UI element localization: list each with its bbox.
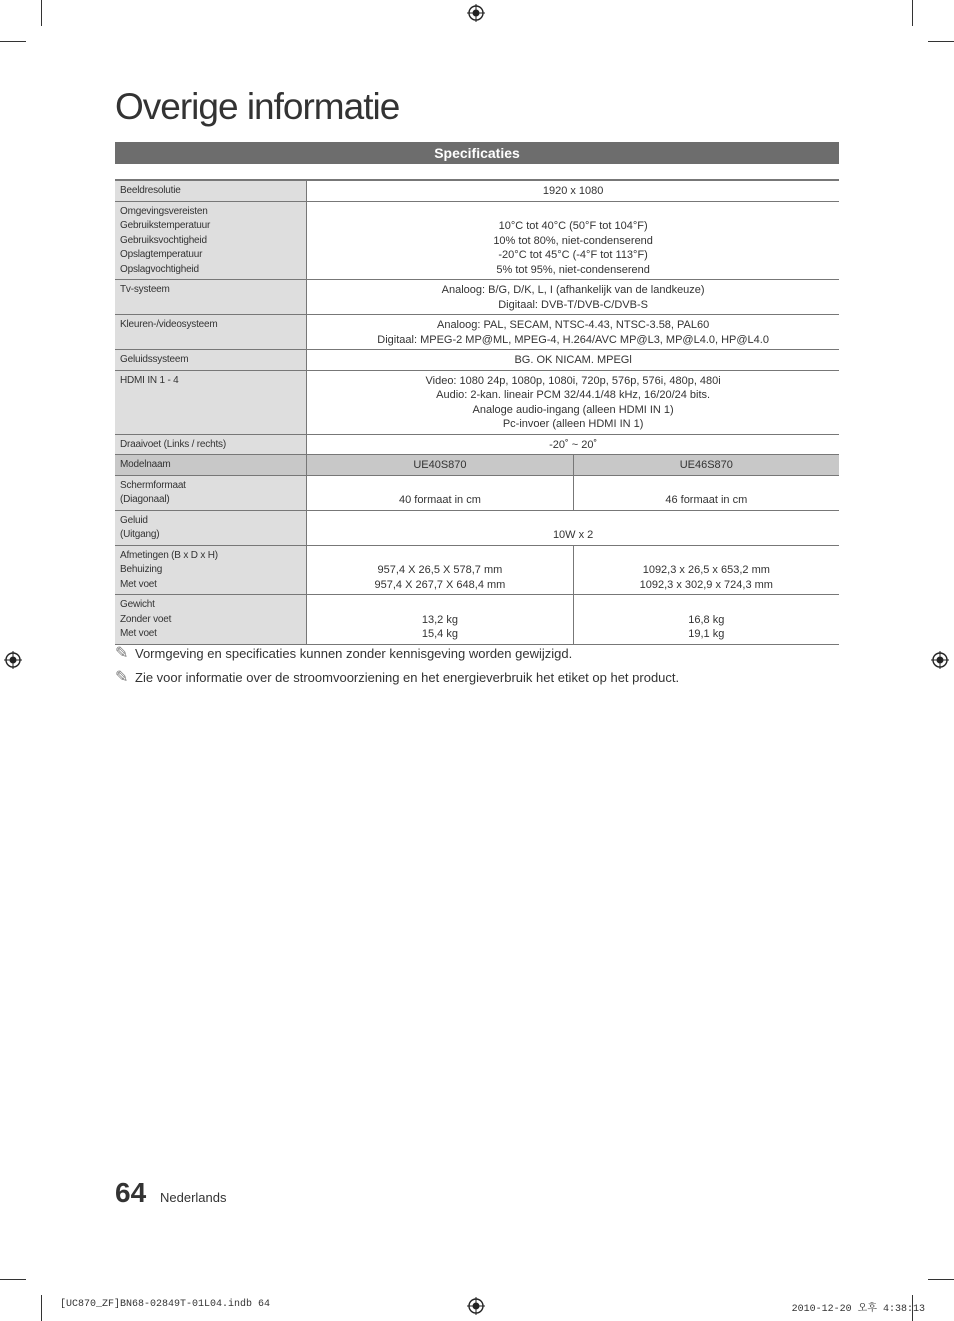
label-line: Zonder voet [120, 613, 172, 625]
value-line: Analoog: B/G, D/K, L, I (afhankelijk van de landkeuze) [441, 284, 705, 296]
registration-mark-icon [931, 651, 949, 669]
model-b: UE46S870 [573, 455, 839, 476]
value-line: Pc-invoer (alleen HDMI IN 1) [502, 418, 644, 430]
registration-mark-icon [4, 651, 22, 669]
row-value [307, 201, 839, 280]
table-row [115, 475, 839, 510]
row-value: 1920 x 1080 [307, 180, 839, 201]
row-label: Modelnaam [115, 455, 307, 476]
row-label [115, 475, 307, 510]
table-row [115, 350, 839, 371]
crop-mark [41, 0, 42, 26]
label-line: Omgevingsvereisten [120, 205, 208, 217]
table-row [115, 315, 839, 350]
table-row [115, 434, 839, 455]
label-line: Geluid [120, 514, 148, 526]
value-line: 40 formaat in cm [398, 494, 481, 506]
label-line: Schermformaat [120, 479, 186, 491]
row-label [115, 595, 307, 645]
row-value [573, 475, 839, 510]
registration-mark-icon [467, 1297, 485, 1315]
crop-mark [928, 41, 954, 42]
value-line: 19,1 kg [688, 628, 725, 640]
table-row [115, 455, 839, 476]
crop-mark [912, 0, 913, 26]
value-line: 5% tot 95%, niet-condenserend [496, 263, 650, 276]
row-value [307, 280, 839, 315]
row-label [115, 510, 307, 545]
value-line: Digitaal: DVB-T/DVB-C/DVB-S [498, 298, 648, 311]
row-label: Geluidssysteem [115, 350, 307, 371]
value-line: Analoge audio-ingang (alleen HDMI IN 1) [472, 403, 674, 416]
value-line: 957,4 X 26,5 X 578,7 mm [377, 564, 503, 576]
row-value [307, 510, 839, 545]
row-value [307, 315, 839, 350]
label-line: Met voet [120, 578, 157, 590]
model-a: UE40S870 [307, 455, 573, 476]
label-line: Gebruikstemperatuur [120, 220, 211, 231]
label-line: Behuizing [120, 564, 163, 575]
row-value: -20˚ ~ 20˚ [307, 434, 839, 455]
section-banner: Specificaties [115, 142, 839, 164]
table-row [115, 201, 839, 280]
value-line: -20°C tot 45°C (-4°F tot 113°F) [498, 249, 648, 261]
language-label: Nederlands [160, 1190, 227, 1205]
crop-mark [928, 1279, 954, 1280]
label-line: (Diagonaal) [120, 494, 170, 505]
row-label: Tv-systeem [115, 280, 307, 315]
label-line: Gebruiksvochtigheid [120, 234, 207, 246]
label-line: Gewicht [120, 599, 155, 610]
note [115, 667, 679, 687]
value-line: 13,2 kg [421, 613, 458, 626]
value-line: Audio: 2-kan. lineair PCM 32/44.1/48 kHz, 16/20/24 bits. [436, 389, 711, 401]
value-line: 16,8 kg [688, 613, 725, 626]
footer-timestamp: 2010-12-20 오후 4:38:13 [791, 1304, 925, 1315]
value-line: 15,4 kg [421, 628, 458, 640]
value-line: 10W x 2 [552, 529, 594, 541]
table-row [115, 545, 839, 595]
table-row [115, 180, 839, 201]
note-text: Zie voor informatie over de stroomvoorziening en het energieverbruik het etiket op het product. [135, 670, 680, 685]
row-value [307, 595, 573, 645]
page-title: Overige informatie [115, 86, 400, 127]
row-label [115, 545, 307, 595]
value-line: 10% tot 80%, niet-condenserend [493, 234, 653, 247]
value-line: 10°C tot 40°C (50°F tot 104°F) [498, 220, 648, 232]
row-label: Beeldresolutie [115, 180, 307, 201]
row-label: Kleuren-/videosysteem [115, 315, 307, 350]
pencil-note-icon: ✎ [115, 669, 129, 686]
note [115, 643, 572, 663]
footer-file: [UC870_ZF]BN68-02849T-01L04.indb 64 [60, 1299, 271, 1310]
label-line: Opslagvochtigheid [120, 263, 199, 275]
row-label: HDMI IN 1 - 4 [115, 370, 307, 434]
row-value [307, 545, 573, 595]
value-line: Digitaal: MPEG-2 MP@ML, MPEG-4, H.264/AVC MP@L3, MP@L4.0, HP@L4.0 [377, 333, 769, 346]
row-label: Draaivoet (Links / rechts) [115, 434, 307, 455]
page-number: 64 [115, 1177, 147, 1208]
table-row [115, 280, 839, 315]
spec-table [115, 179, 839, 645]
label-line: Opslagtemperatuur [120, 249, 203, 260]
crop-mark [41, 1295, 42, 1321]
value-line: Analoog: PAL, SECAM, NTSC-4.43, NTSC-3.58, PAL60 [436, 319, 710, 331]
pencil-note-icon: ✎ [115, 645, 129, 662]
note-text: Vormgeving en specificaties kunnen zonder kennisgeving worden gewijzigd. [135, 646, 573, 661]
value-line: 46 formaat in cm [665, 494, 748, 506]
crop-mark [0, 1279, 26, 1280]
value-line: 1092,3 x 26,5 x 653,2 mm [642, 564, 770, 576]
row-value [307, 370, 839, 434]
label-line: Met voet [120, 628, 157, 639]
value-line: 957,4 X 267,7 X 648,4 mm [374, 578, 506, 591]
table-row [115, 595, 839, 645]
label-line: Afmetingen (B x D x H) [120, 549, 218, 561]
table-row [115, 510, 839, 545]
registration-mark-icon [467, 4, 485, 22]
table-row [115, 370, 839, 434]
value-line: 1092,3 x 302,9 x 724,3 mm [639, 578, 773, 591]
row-value [573, 545, 839, 595]
row-value [307, 475, 573, 510]
row-value [573, 595, 839, 645]
row-value: BG. OK NICAM. MPEGl [307, 350, 839, 371]
crop-mark [0, 41, 26, 42]
label-line: (Uitgang) [120, 529, 160, 540]
value-line: Video: 1080 24p, 1080p, 1080i, 720p, 576p, 576i, 480p, 480i [425, 374, 721, 387]
row-label [115, 201, 307, 280]
